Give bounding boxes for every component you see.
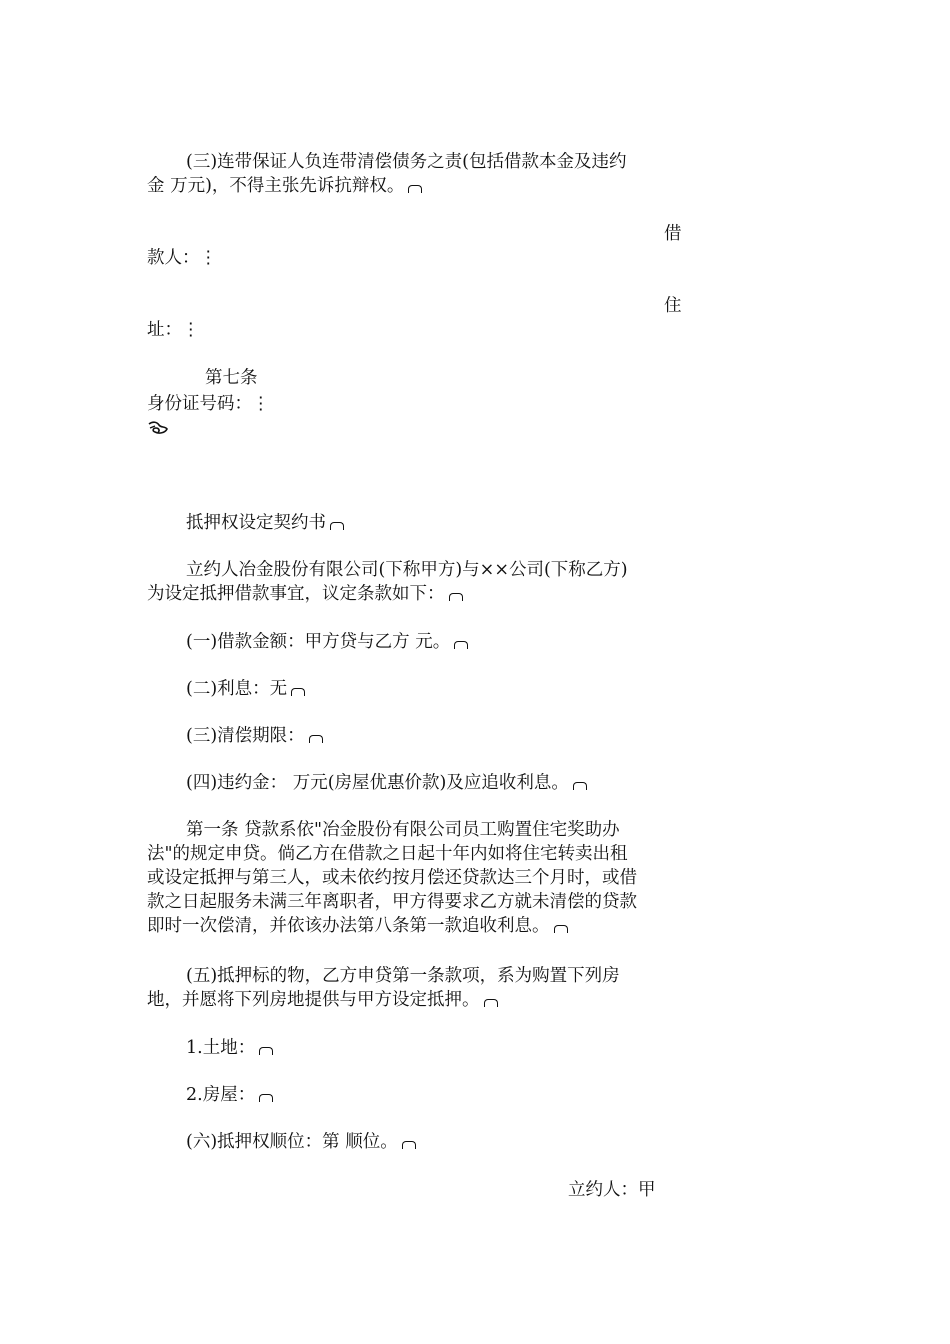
- clause-item: (二)利息：无: [186, 677, 305, 701]
- address-label-part: 住: [664, 296, 682, 316]
- address-label: 址：⋮: [147, 320, 200, 340]
- paragraph-line: 立约人冶金股份有限公司(下称甲方)与××公司(下称乙方): [186, 560, 628, 580]
- house-item: 2.房屋：: [186, 1083, 273, 1107]
- contract-title: 抵押权设定契约书: [186, 511, 344, 535]
- paragraph-mark-icon: [449, 593, 463, 601]
- clause-item: (四)违约金： 万元(房屋优惠价款)及应追收利息。: [186, 771, 587, 795]
- scribble-icon: [147, 420, 169, 436]
- paragraph-line: 第一条 贷款系依"冶金股份有限公司员工购置住宅奖助办: [186, 820, 620, 840]
- land-item: 1.土地：: [186, 1036, 273, 1060]
- paragraph-mark-icon: [309, 735, 323, 743]
- borrower-label: 款人：⋮: [147, 248, 217, 268]
- paragraph-mark-icon: [454, 641, 468, 649]
- paragraph-line: 金 万元)，不得主张先诉抗辩权。: [147, 174, 422, 198]
- paragraph-mark-icon: [554, 925, 568, 933]
- paragraph-line: 或设定抵押与第三人，或未依约按月偿还贷款达三个月时，或借: [147, 868, 637, 888]
- paragraph-line: 法"的规定申贷。倘乙方在借款之日起十年内如将住宅转卖出租: [147, 844, 628, 864]
- paragraph-line: 地，并愿将下列房地提供与甲方设定抵押。: [147, 988, 498, 1012]
- paragraph-mark-icon: [291, 688, 305, 696]
- paragraph-mark-icon: [330, 522, 344, 530]
- borrower-label-part: 借: [664, 224, 682, 244]
- clause-item: (三)清偿期限：: [186, 724, 323, 748]
- article-seven-heading: 第七条: [205, 368, 258, 388]
- paragraph-mark-icon: [259, 1094, 273, 1102]
- clause-item: (一)借款金额：甲方贷与乙方 元。: [186, 630, 468, 654]
- paragraph-line: 为设定抵押借款事宜，议定条款如下：: [147, 582, 463, 606]
- paragraph-mark-icon: [402, 1141, 416, 1149]
- id-number-label: 身份证号码：⋮: [147, 394, 270, 414]
- paragraph-mark-icon: [573, 782, 587, 790]
- paragraph-line: (五)抵押标的物，乙方申贷第一条款项，系为购置下列房: [186, 966, 620, 986]
- paragraph-mark-icon: [259, 1047, 273, 1055]
- signatory-label: 立约人：甲: [568, 1180, 656, 1200]
- paragraph-line: 即时一次偿清，并依该办法第八条第一款追收利息。: [147, 914, 568, 938]
- paragraph-line: (三)连带保证人负连带清偿债务之责(包括借款本金及违约: [186, 152, 627, 172]
- paragraph-mark-icon: [408, 185, 422, 193]
- paragraph-mark-icon: [484, 999, 498, 1007]
- paragraph-line: 款之日起服务未满三年离职者，甲方得要求乙方就未清偿的贷款: [147, 892, 637, 912]
- clause-item: (六)抵押权顺位：第 顺位。: [186, 1130, 416, 1154]
